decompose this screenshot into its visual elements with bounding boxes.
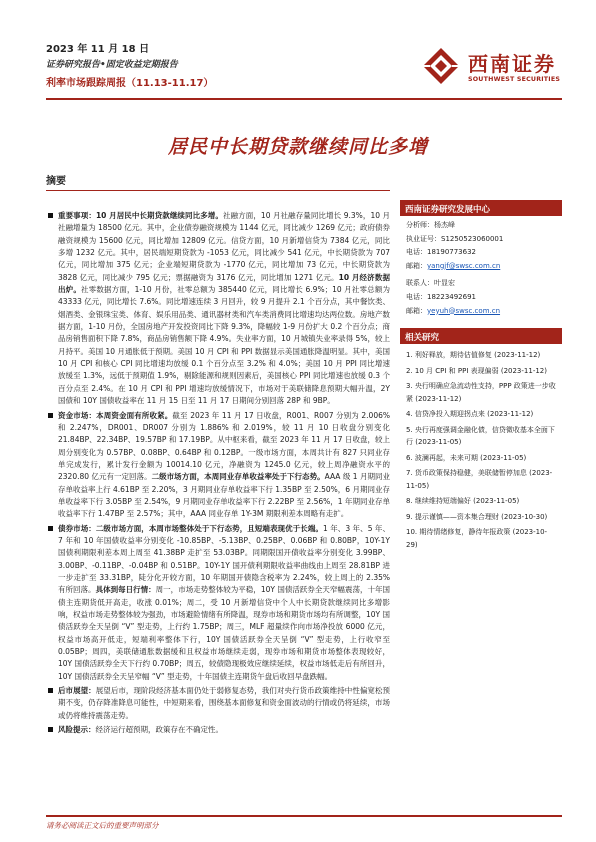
- bullet-icon: [48, 213, 53, 218]
- item-label-2: 具体到每日行情：: [95, 585, 156, 595]
- item-text: 社融方面，10 月社融存量同比增长 9.3%，10 月社融增量为 18500 亿元。其中，企业债券融资规模为 1144 亿元，同比减少 1269 亿元；政府债券融资规模为 15600 亿元，同比增加 12809 亿元。信贷方面，10 月新增信贷为 7384 亿元，同比多增 1232 亿元。其中，居民端短期贷款为 -1053 亿元，同比减少 541 亿元，中长期贷款为 707 亿元，同比增加 375 亿元；企业端短期贷款为 -1770 亿元，同比增加 73 亿元，中长期贷款为 3828 亿元，同比减少 795 亿元；票据融资为 3176 亿元，同比增加 1271 亿元。: [58, 211, 390, 282]
- logo-name-en: SOUTHWEST SECURITIES: [468, 76, 561, 83]
- contact-phone: 电话：18223492691: [406, 292, 476, 301]
- item-text-2: 周一，市场走势整体较为平稳，10Y 国债活跃券全天窄幅震荡，十年国债主连期货低开高走，收涨 0.01%；周二，受 10 月新增信贷中个人中长期贷款继续同比多增影响，权益市场走势整体较为强劲，市场避险情绪有所降温，现券市场和期货市场均有所调整，10Y 国债活跃券全天呈倒 “V” 型走势，上行约 1.75BP；周三，MLF 超量续作向市场净投放 6000 亿元，权益市场高开低走，短端利率整体下行，10Y 国债活跃券全天呈倒 “V” 型走势，上行收窄至 0.05BP；周四，美联储通胀数据缓和且权益市场继续走弱，现券市场和期货市场整体表现较好，10Y 国债活跃券全天下行约 0.70BP；周五，较债隐现极效应继续延续，权益市场低走后有所回升，10Y 国债活跃券全天呈窄幅 “V” 型走势，十年国债主连期货午盘后收回早盘跌幅。: [58, 585, 390, 681]
- summary-item: [46, 210, 390, 408]
- related-item[interactable]: 3. 央行明确应急流动性支持，PPP 政策进一步收紧 (2023-11-12): [406, 382, 556, 403]
- related-item[interactable]: 9. 提示谨慎——资本集合理财 (2023-10-30): [406, 512, 548, 521]
- item-label: 债券市场：二级市场方面，本周市场整体处于下行态势，且短端表现优于长端。: [58, 523, 323, 533]
- sidebar: [400, 200, 562, 554]
- logo-name-cn: 西南证券: [468, 52, 556, 76]
- item-text: 经济运行超预期，政策存在不确定性。: [95, 725, 223, 735]
- related-item[interactable]: 5. 央行再度强调金融化债，信贷微收基本全面下行 (2023-11-05): [406, 425, 555, 447]
- item-text: 截至 2023 年 11 月 17 日收盘，R001、R007 分别为 2.006% 和 2.247%，DR001、DR007 分别为 1.886% 和 2.019%，较 11 月 10 日收盘分别变化 21.84BP、22.34BP、19.57BP 和 17.19BP。从中枢来看，截至 2023 年 11 月 17 日收盘，较上周分别变化为 0.57BP、0.08BP、0.64BP 和 0.12BP。一级市场方面，本周共计有 827 只同业存单完成发行，累计发行金额为 10014.10 亿元，净融资为 1245.0 亿元，较上周净融资水平的 2320.80 亿元有一定回落。: [58, 410, 390, 482]
- header-rule: [46, 98, 562, 100]
- item-label: 后市展望：: [58, 686, 96, 696]
- bullet-icon: [48, 526, 53, 531]
- analyst-email-link[interactable]: yangjf@swsc.com.cn: [427, 261, 501, 270]
- item-text: 展望后市，现阶段经济基本面仍处于弱修复态势，我们对央行货币政策维持中性偏宽松预期不变，仍存降准降息可能性，中短期来看，围绕基本面修复和资金面波动的行情或仍将延续，市场或仍将维持震荡走势。: [58, 686, 390, 720]
- analyst-name: 分析师：杨杰峰: [406, 221, 455, 229]
- summary-item: [46, 410, 390, 521]
- related-item[interactable]: 1. 利好释放，期待估值修复 (2023-11-12): [406, 351, 541, 360]
- summary-body: [46, 210, 390, 736]
- bullet-icon: [48, 688, 53, 693]
- bullet-icon: [48, 727, 53, 732]
- summary-item: [46, 724, 390, 736]
- contact-info: [400, 216, 562, 324]
- footer-notice: 请务必阅读正文后的重要声明部分: [46, 821, 159, 830]
- analyst-license: 执业证号：S1250523060001: [406, 234, 504, 243]
- item-label: 风险提示：: [58, 725, 96, 735]
- related-item[interactable]: 8. 继续维持短端偏好 (2023-11-05): [406, 497, 520, 506]
- contact-person: 联系人：叶显宏: [406, 279, 455, 288]
- item-text: 1 年、3 年、5 年、7 年和 10 年国债收益率分别变化 -10.85BP、-5.13BP、0.25BP、0.06BP 和 0.80BP，10Y-1Y 国债利期限利差本周上周至 41.38BP 走扩至 53.03BP。同期限国开债收益率分别变化 3.99BP、3.00BP、-0.11BP、-0.04BP 和 0.51BP。10Y-1Y 国开债利期限收益率曲线由上周至 28.81BP 进一步走扩至 33.31BP，陡分化开较方面，10 年期国开债隐含税率为 2.24%，较上周上的 2.35% 有所回落。: [58, 523, 391, 595]
- email-label: 邮箱：: [406, 306, 427, 315]
- report-title: 居民中长期贷款继续同比多增: [167, 136, 428, 158]
- related-list: [400, 344, 562, 551]
- analyst-email-row: [406, 260, 556, 274]
- analyst-phone: 电话：18190773632: [406, 248, 476, 257]
- summary-section: [46, 172, 390, 191]
- contact-email-link[interactable]: yeyuh@swsc.com.cn: [427, 306, 501, 315]
- email-label: 邮箱：: [406, 261, 427, 270]
- company-logo: [420, 45, 562, 95]
- related-item[interactable]: 10. 期待情绪修复，静待年报政策 (2023-10-29): [406, 528, 548, 549]
- item-label: 资金市场：本周资金面有所收紧。: [58, 410, 173, 420]
- contact-email-row: [406, 305, 556, 319]
- footer-rule: [46, 815, 562, 817]
- summary-item: [46, 685, 390, 722]
- related-item[interactable]: 6. 波澜再起，未来可期 (2023-11-05): [406, 453, 527, 462]
- summary-heading: 摘要: [46, 172, 390, 191]
- item-label-2: 10 月经济数据出炉。: [58, 272, 390, 295]
- bullet-icon: [48, 413, 53, 418]
- item-text-2: 社零数据方面，1-10 月份，社零总额为 385440 亿元，同比增长 6.9%；10 月社零总额为 43333 亿元，同比增长 7.6%。同比增速连续 3 月回升，较 9 月提升 2.1 个百分点，其中餐饮类、烟酒类、金银珠宝类、体育、娱乐用品类、通讯器材类和汽车类消费同比增速均达两位数。房地产数据方面，1-10 月份，全国房地产开发投资同比下降 9.3%，降幅较 1-9 月份扩大 0.2 个百分点；商品房销售面积下降 7.8%，商品房销售额下降 4.9%。失业率方面，10 月城镇失业率录得 5%，较上月持平。美国 10 月通胀低于预期。美国 10 月 CPI 和 PPI 数据显示美国通胀降温明显。其中，美国 10 月 CPI 和核心 CPI 同比增速均放缓 0.1 个百分点至 3.2% 和 4.0%；美国 10 月 PPI 同比增速放缓至 1.3%，远低于预期值 1.9%，剔除能源和规则因素后，美国核心 PPI 同比增速也放缓 0.3 个百分点至 2.4%。在 10 月 CPI 和 PPI 增速均放缓情况下，市场对于美联储降息预期大幅升温，2Y 国债和 10Y 国债收益率在 11 月 15 日至 11 月 17 日期间分别回落 28P 和 9BP。: [58, 285, 390, 406]
- related-box-title: 相关研究: [400, 328, 562, 344]
- related-item[interactable]: 2. 10 月 CPI 和 PPI 表现偏弱 (2023-11-12): [406, 366, 547, 375]
- summary-item: [46, 523, 390, 683]
- related-research: [400, 328, 562, 551]
- item-label: 重要事项：10 月居民中长期贷款继续同比多增。: [58, 211, 223, 220]
- item-label-2: 二级市场方面，本周同业存单收益率处于下行态势。: [151, 472, 325, 482]
- item-text-2: AAA 级 1 月期同业存单收益率上行 4.61BP 至 2.20%，3 月期同业存单收益率下行 1.35BP 至 2.50%，6 月期同业存单收益率下行 3.05BP 至 2.54%，9 月期同业存单收益率下行 2.22BP 至 2.56%，1 年期同业存单收益率下行 1.47BP 至 2.57%；其中，AAA 同业存单 1Y-3M 期限利差本周略有走扩。: [58, 472, 391, 519]
- report-category: 证券研究报告•固定收益定期报告: [46, 60, 178, 70]
- report-subtitle: 利率市场跟踪周报（11.13-11.17）: [46, 78, 214, 89]
- logo-mark-icon: [420, 45, 462, 87]
- report-date: 2023 年 11 月 18 日: [46, 44, 150, 55]
- related-item[interactable]: 7. 货币政策保持稳健，美联储暂停加息 (2023-11-05): [406, 469, 553, 490]
- related-item[interactable]: 4. 信贷净投入期迎拐点来 (2023-11-12): [406, 410, 534, 419]
- contact-box-title: 西南证券研究发展中心: [400, 200, 562, 216]
